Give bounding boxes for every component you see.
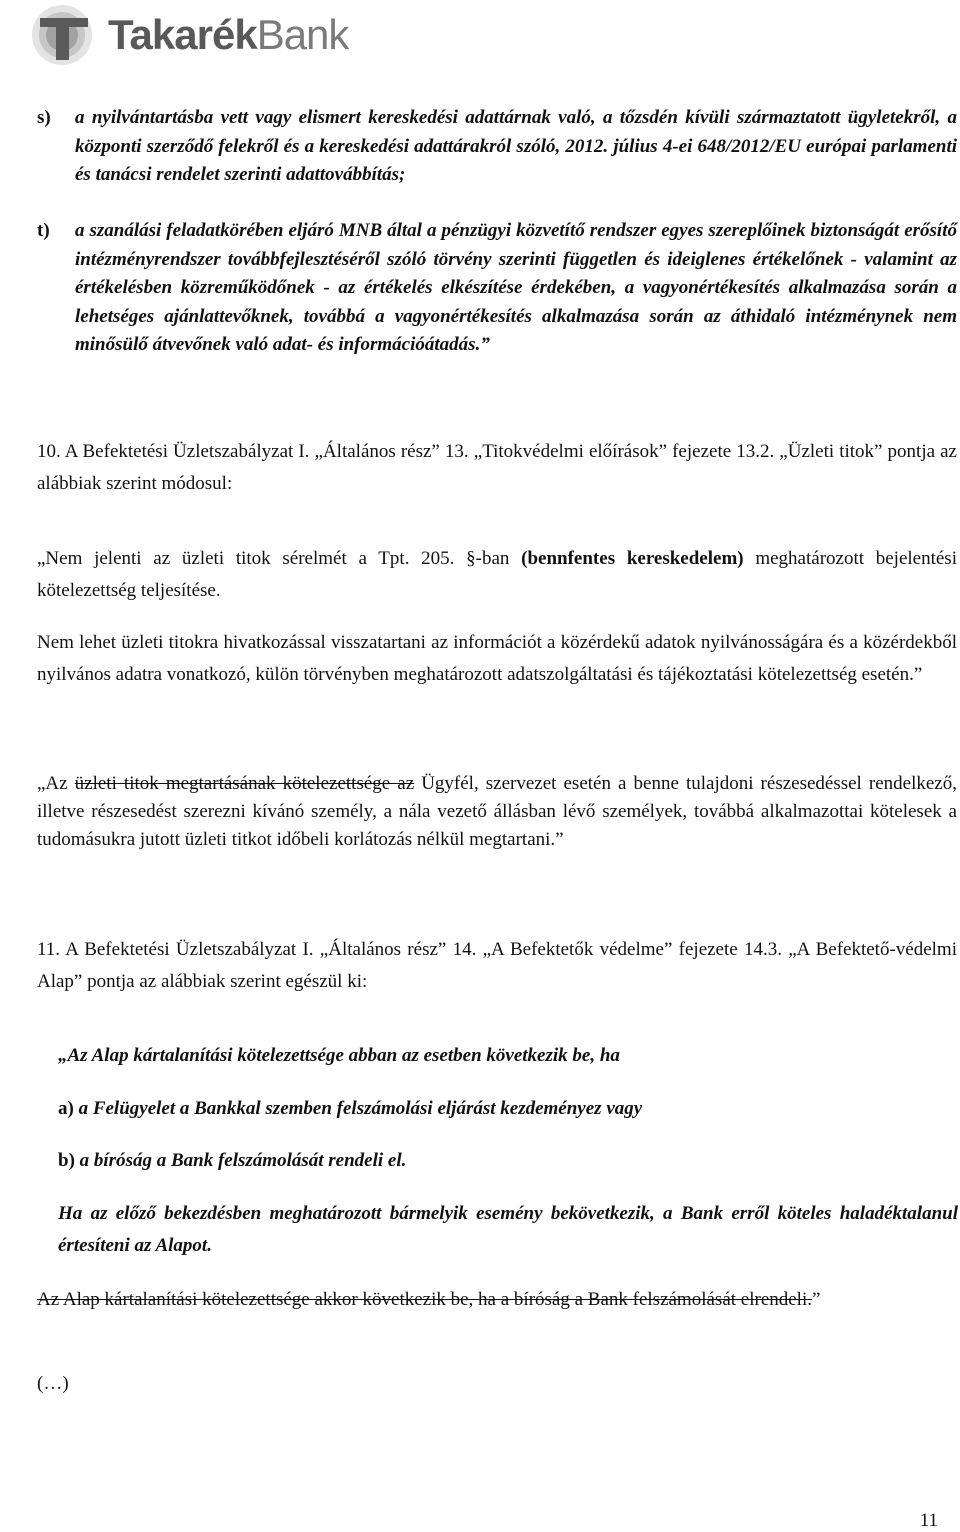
para1-text-b: meghatározott bejelentési kötelezettség teljesítése.	[37, 548, 957, 601]
section-11-heading: 11. A Befektetési Üzletszabályzat I. „Általános rész” 14. „A Befektetők védelme” fejezete 14.3. „A Befektető-védelmi Alap” pontja az alábbiak szerint egészül ki:	[37, 939, 957, 992]
para3-struck-text: üzleti titok megtartásának kötelezettsége az	[74, 773, 415, 794]
section-10-heading: 10. A Befektetési Üzletszabályzat I. „Általános rész” 13. „Titokvédelmi előírások” fejezete 13.2. „Üzleti titok” pontja az alábbiak szerint módosul:	[37, 441, 957, 494]
page-number: 11	[919, 1510, 938, 1531]
section-11-line-3	[58, 1147, 958, 1176]
list-letter-a: a)	[58, 1098, 74, 1119]
logo-text-takarek: Takarék	[108, 11, 257, 58]
struck-text: Az Alap kártalanítási kötelezettsége akkor következik be, ha a bíróság a Bank felszámolását elrendeli.	[37, 1289, 812, 1310]
para1-text-a: „Nem jelenti az üzleti titok sérelmét a Tpt. 205. §-ban	[37, 548, 522, 569]
section-11-line-2	[58, 1095, 958, 1124]
takarekbank-logo	[20, 4, 348, 66]
ellipsis: (…)	[37, 1373, 69, 1394]
item-s-text: a nyilvántartásba vett vagy elismert kereskedési adattárnak való, a tőzsdén kívüli származtatott ügyletekről, a központi szerződő felekről és a kereskedési adattárakról szóló, 2012. július 4-ei 648/2012/EU európai parlamenti és tanácsi rendelet szerinti adattovábbítás;	[75, 107, 957, 185]
item-t-text: a szanálási feladatkörében eljáró MNB által a pénzügyi közvetítő rendszer egyes szereplőinek biztonságát erősítő intézményrendszer továbbfejlesztéséről szóló törvény szerinti független és ideiglenes értékelőnek - valamint az értékelésben közreműködőnek - az értékelés elkészítése érdekében, a vagyonértékesítés alkalmazása során a lehetséges ajánlattevőknek, továbbá a vagyonértékesítés alkalmazása során az áthidaló intézménynek nem minősülő átvevőnek való adat- és információátadás.”	[75, 220, 957, 355]
list-letter-b: b)	[58, 1150, 75, 1171]
section-10-paragraph-1	[37, 543, 957, 607]
section-10-paragraph-3	[37, 770, 957, 854]
section-11-line-4: Ha az előző bekezdésben meghatározott bármelyik esemény bekövetkezik, a Bank erről köteles haladéktalanul értesíteni az Alapot.	[58, 1203, 958, 1256]
takarekbank-logo-icon	[20, 4, 104, 66]
para3-text-a: „Az	[37, 773, 75, 794]
closing-quote: ”	[812, 1289, 821, 1310]
para1-bold-text: (bennfentes kereskedelem)	[521, 548, 744, 569]
line-3-text: a bíróság a Bank felszámolását rendeli el.	[79, 1150, 407, 1171]
list-letter-t: t)	[37, 220, 50, 241]
para3-text-b: Ügyfél, szervezet esetén a benne tulajdoni részesedéssel rendelkező, illetve részesedést szerezni kívánó személy, a nála vezető állásban lévő személyek, továbbá alkalmazottai kötelesek a tudomásukra jutott üzleti titkot időbeli korlátozás nélkül megtartani.”	[37, 773, 957, 850]
line-2-text: a Felügyelet a Bankkal szemben felszámolási eljárást kezdeményez vagy	[78, 1098, 643, 1119]
list-letter-s: s)	[37, 107, 51, 128]
section-11-struck-paragraph	[37, 1284, 957, 1316]
section-10-paragraph-2: Nem lehet üzleti titokra hivatkozással visszatartani az információt a közérdekű adatok nyilvánosságára és a közérdekből nyilvános adatra vonatkozó, külön törvényben meghatározott adatszolgáltatási és tájékoztatási kötelezettség esetén.”	[37, 632, 957, 685]
logo-wordmark	[108, 4, 348, 66]
section-11-line-1: „Az Alap kártalanítási kötelezettsége abban az esetben következik be, ha	[58, 1045, 620, 1066]
logo-text-bank: Bank	[256, 11, 349, 58]
